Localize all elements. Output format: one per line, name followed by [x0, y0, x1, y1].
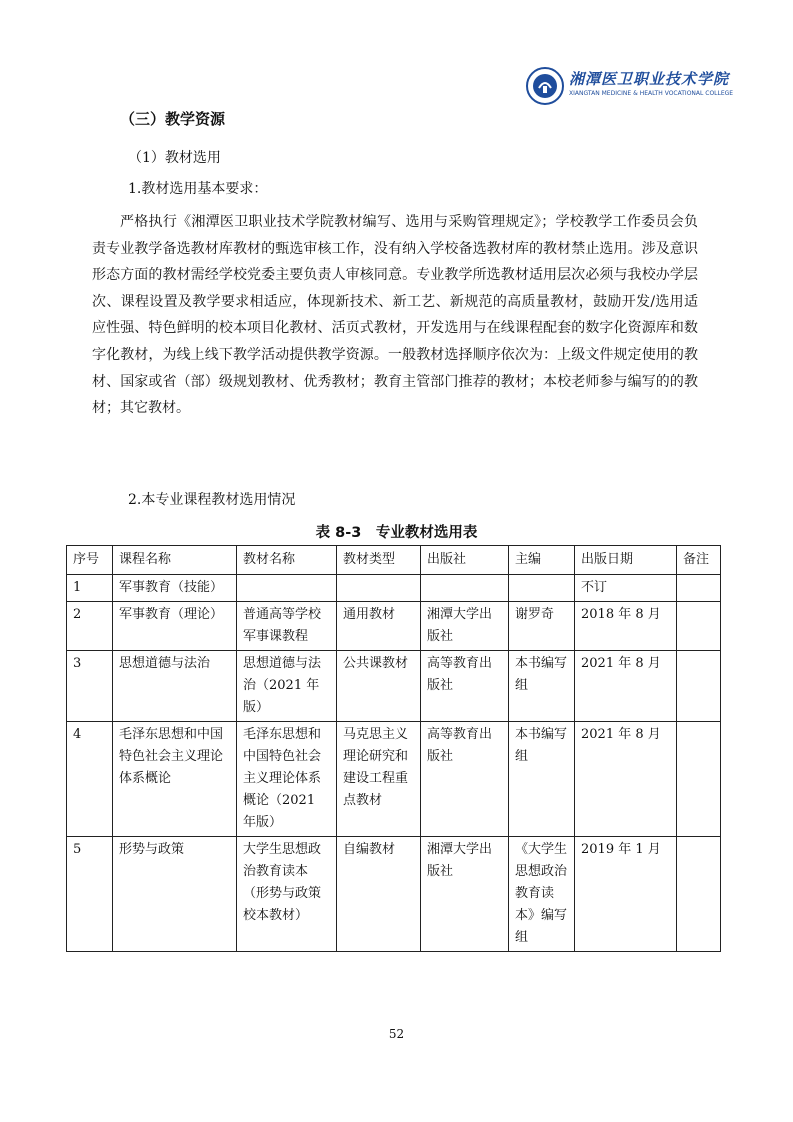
- cell-publisher: 湘潭大学出版社: [421, 837, 509, 952]
- table-row: [67, 722, 721, 837]
- college-logo: [525, 66, 734, 108]
- table-title: 表 8-3 专业教材选用表: [315, 525, 478, 541]
- cell-date: 2021 年 8 月: [575, 651, 677, 722]
- requirements-paragraph: 严格执行《湘潭医卫职业技术学院教材编写、选用与采购管理规定》；学校教学工作委员会负责专业教学备选教材库教材的甄选审核工作，没有纳入学校备选教材库的教材禁止选用。涉及意识形态方面的教材需经学校党委主要负责人审核同意。专业教学所选教材适用层次必须与我校办学层次、课程设置及教学要求相适应，体现新技术、新工艺、新规范的高质量教材，鼓励开发/选用适应性强、特色鲜明的校本项目化教材、活页式教材，开发选用与在线课程配套的数字化资源库和数字化教材，为线上线下教学活动提供教学资源。一般教材选择顺序依次为：上级文件规定使用的教材、国家或省（部）级规划教材、优秀教材；教育主管部门推荐的教材；本校老师参与编写的的教材；其它教材。: [92, 214, 698, 417]
- cell-index: 5: [67, 837, 113, 952]
- table-row: [67, 651, 721, 722]
- cell-editor: 《大学生思想政治教育读本》编写组: [509, 837, 575, 952]
- cell-course: 毛泽东思想和中国特色社会主义理论体系概论: [113, 722, 237, 837]
- subheading-textbook-selection: （1）教材选用: [128, 150, 221, 166]
- section-title: （三）教学资源: [120, 110, 226, 128]
- cell-course: 军事教育（技能）: [113, 575, 237, 602]
- cell-note: [677, 651, 721, 722]
- table-row: [67, 837, 721, 952]
- college-name-cn: 湘潭医卫职业技术学院: [569, 70, 730, 88]
- college-seal-icon: [525, 66, 565, 106]
- header-course: 课程名称: [113, 546, 237, 575]
- textbook-table: [66, 545, 721, 952]
- cell-index: 3: [67, 651, 113, 722]
- cell-publisher: 高等教育出版社: [421, 651, 509, 722]
- cell-course: 军事教育（理论）: [113, 602, 237, 651]
- cell-type: 马克思主义理论研究和建设工程重点教材: [337, 722, 421, 837]
- cell-textbook: 普通高等学校军事课教程: [237, 602, 337, 651]
- cell-note: [677, 602, 721, 651]
- cell-note: [677, 722, 721, 837]
- header-publisher: 出版社: [421, 546, 509, 575]
- cell-course: 形势与政策: [113, 837, 237, 952]
- cell-note: [677, 575, 721, 602]
- cell-editor: 本书编写组: [509, 722, 575, 837]
- cell-textbook: [237, 575, 337, 602]
- cell-date: 2021 年 8 月: [575, 722, 677, 837]
- cell-editor: 本书编写组: [509, 651, 575, 722]
- cell-textbook: 大学生思想政治教育读本（形势与政策校本教材）: [237, 837, 337, 952]
- table-header-row: [67, 546, 721, 575]
- cell-editor: 谢罗奇: [509, 602, 575, 651]
- header-textbook: 教材名称: [237, 546, 337, 575]
- header-date: 出版日期: [575, 546, 677, 575]
- subheading-basic-requirements: 1.教材选用基本要求：: [128, 181, 268, 197]
- cell-publisher: 高等教育出版社: [421, 722, 509, 837]
- table-row: [67, 575, 721, 602]
- cell-editor: [509, 575, 575, 602]
- cell-publisher: 湘潭大学出版社: [421, 602, 509, 651]
- header-editor: 主编: [509, 546, 575, 575]
- cell-type: [337, 575, 421, 602]
- cell-date: 2019 年 1 月: [575, 837, 677, 952]
- header-type: 教材类型: [337, 546, 421, 575]
- cell-textbook: 思想道德与法治（2021 年版）: [237, 651, 337, 722]
- college-name-en: XIANGTAN MEDICINE & HEALTH VOCATIONAL COLLEGE: [569, 90, 734, 97]
- cell-note: [677, 837, 721, 952]
- cell-type: 公共课教材: [337, 651, 421, 722]
- cell-index: 1: [67, 575, 113, 602]
- header-index: 序号: [67, 546, 113, 575]
- cell-type: 自编教材: [337, 837, 421, 952]
- cell-index: 2: [67, 602, 113, 651]
- cell-date: 不订: [575, 575, 677, 602]
- cell-date: 2018 年 8 月: [575, 602, 677, 651]
- cell-publisher: [421, 575, 509, 602]
- header-note: 备注: [677, 546, 721, 575]
- cell-textbook: 毛泽东思想和中国特色社会主义理论体系概论（2021 年版）: [237, 722, 337, 837]
- cell-index: 4: [67, 722, 113, 837]
- cell-course: 思想道德与法治: [113, 651, 237, 722]
- table-row: [67, 602, 721, 651]
- page-number: 52: [388, 1027, 405, 1041]
- subheading-selection-status: 2.本专业课程教材选用情况: [128, 492, 296, 508]
- cell-type: 通用教材: [337, 602, 421, 651]
